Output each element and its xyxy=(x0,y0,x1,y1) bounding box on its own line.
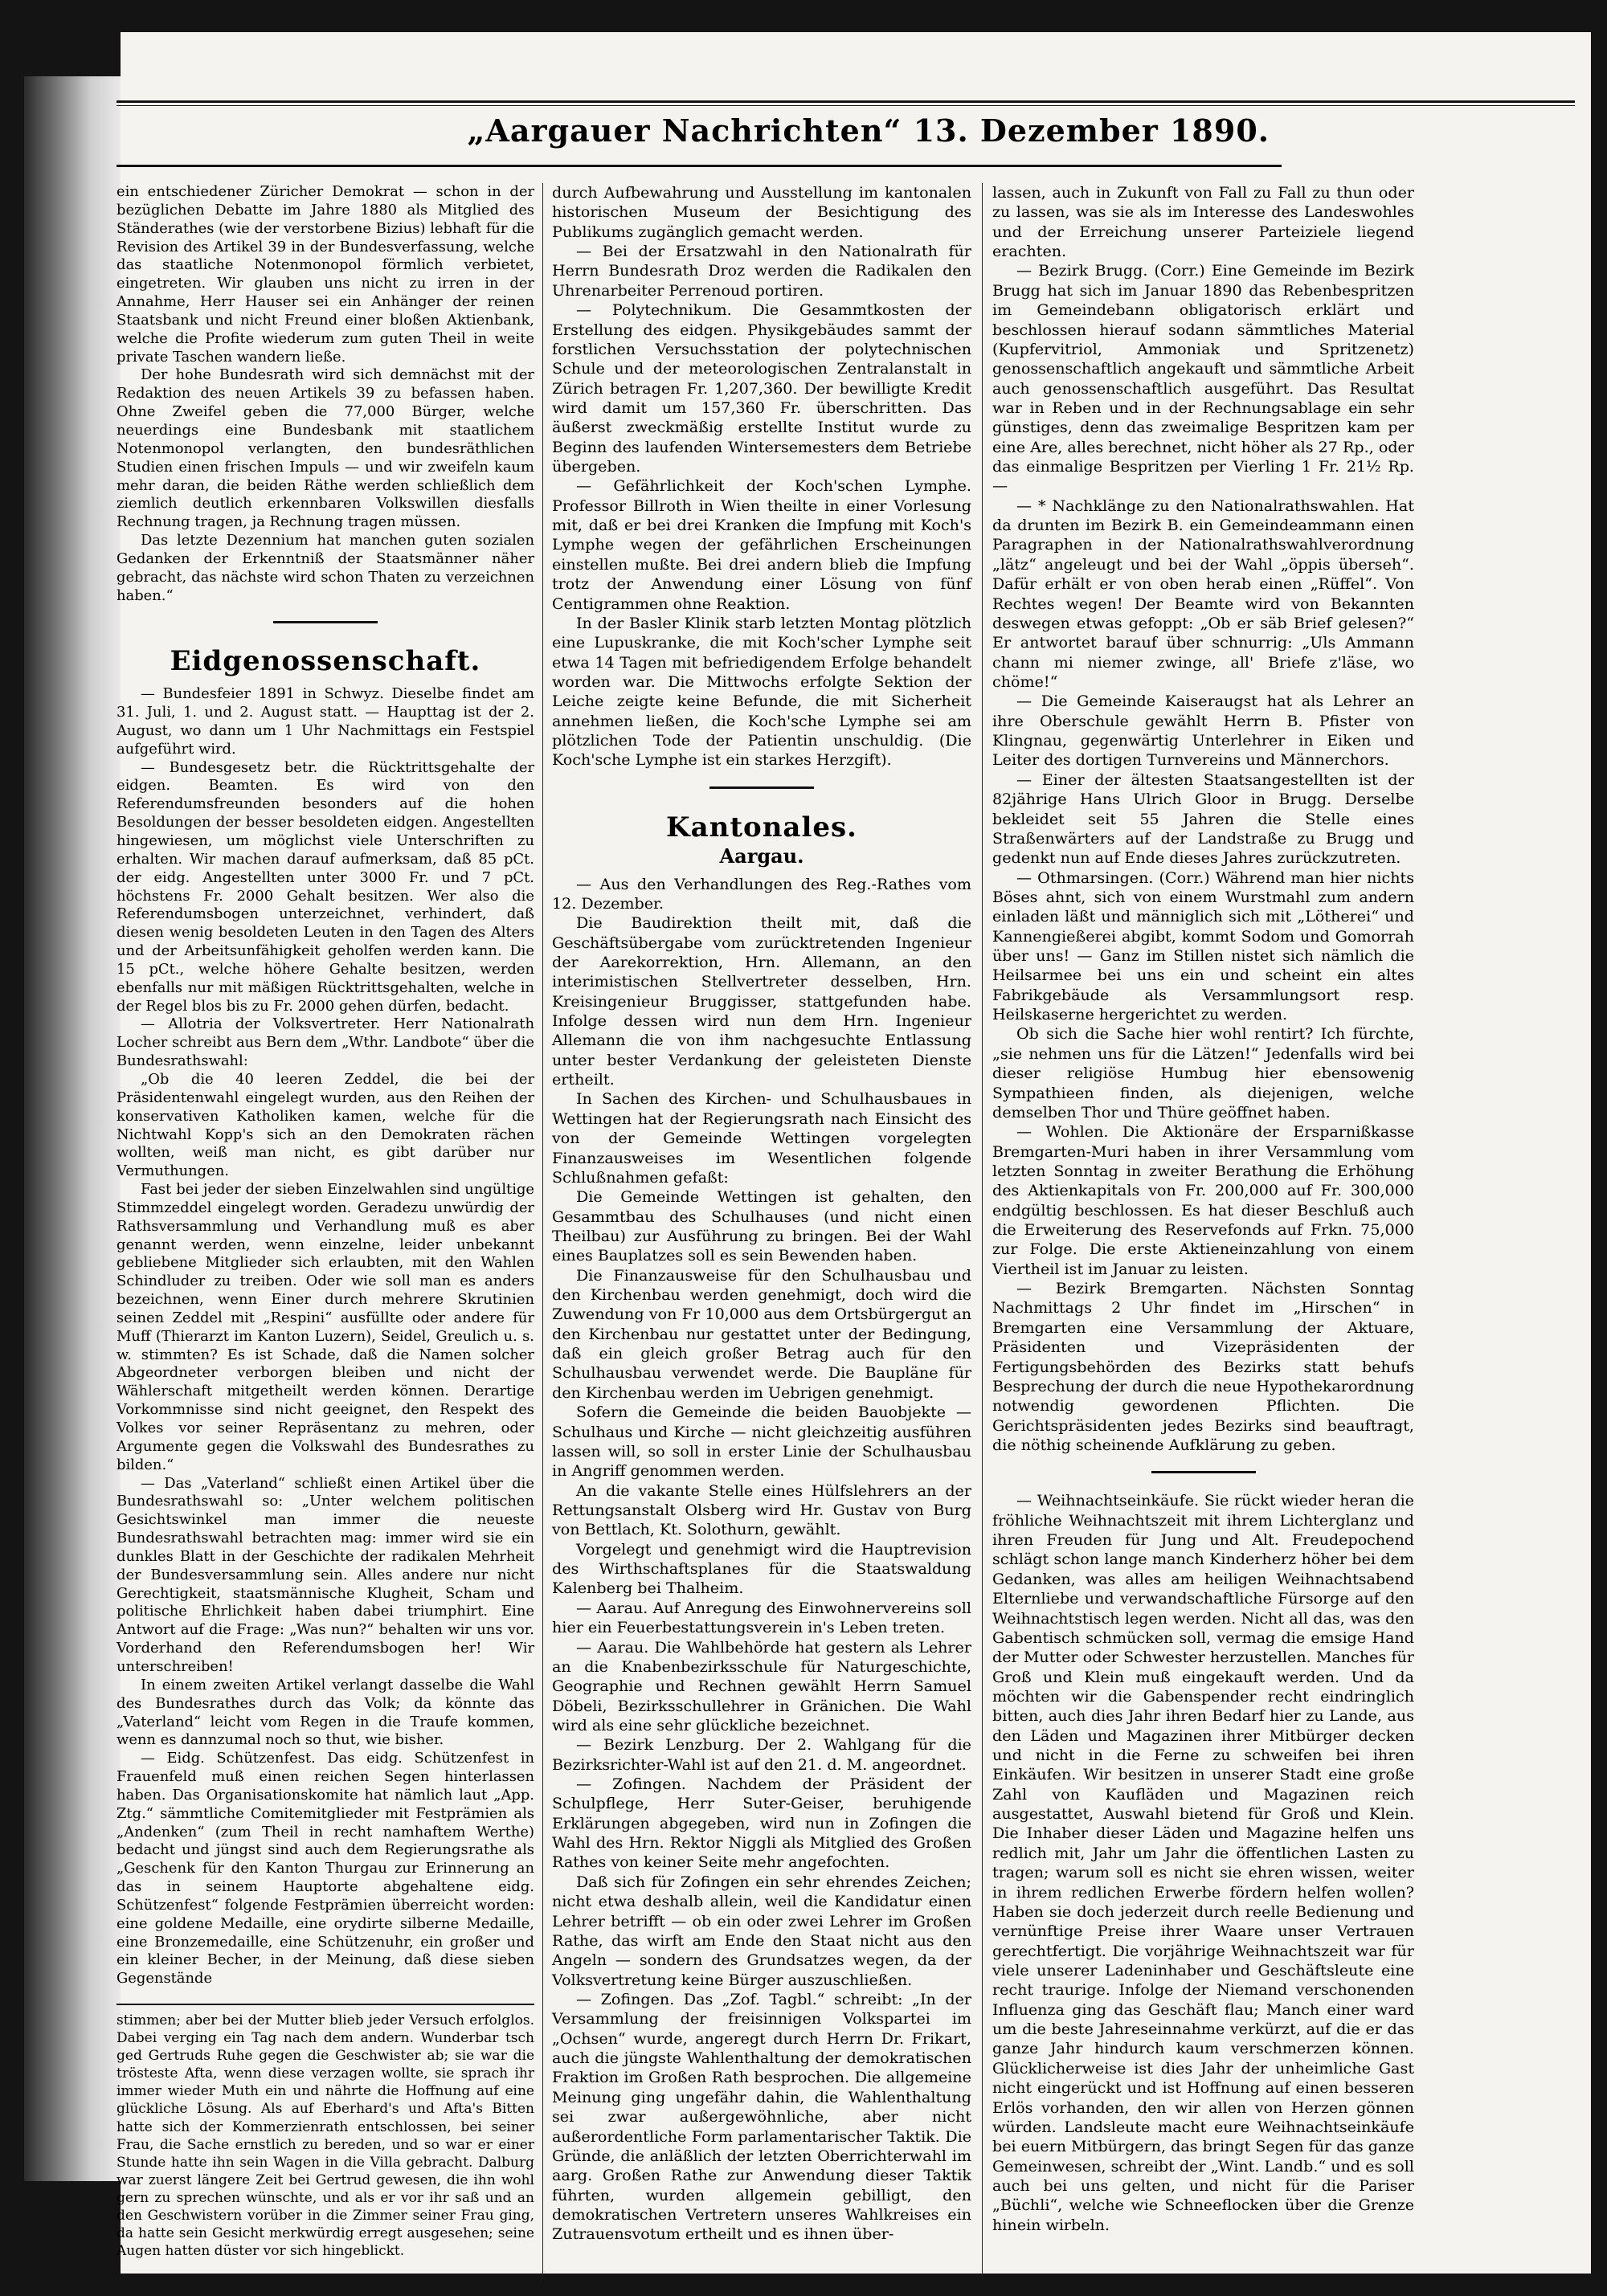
paragraph: — Polytechnikum. Die Gesammtkosten der Erstellung des eidgen. Physikgebäudes sammt der forstlichen Versuchsstation der polytechnischen Schule und der meteorologischen Zentralanstalt in Zürich betragen Fr. 1,207,360. Der bewilligte Kredit wird damit um 157,360 Fr. überschritten. Das äußerst zweckmäßig erstellte Institut wurde zu Beginn des laufenden Wintersemesters dem Betriebe übergeben. xyxy=(552,300,971,476)
paragraph: — Aus den Verhandlungen des Reg.-Rathes vom 12. Dezember. xyxy=(552,874,971,913)
column-divider-1 xyxy=(542,183,543,2280)
section-separator xyxy=(709,786,814,789)
paragraph: — Eidg. Schützenfest. Das eidg. Schützenfest in Frauenfeld muß einen reichen Segen hinterlassen haben. Das Organisationskomite hat nämlich laut „App. Ztg.“ sämmtliche Comitemitglieder mit Festprämien als „Andenken“ (zum Theil in recht namhaftem Werthe) bedacht und jüngst sind auch dem Regierungsrathe als „Geschenk für den Kanton Thurgau zur Erinnerung an das in seinem Hauptorte abgehaltene eidg. Schützenfest“ folgende Festprämien überreicht worden: eine goldene Medaille, eine orydirte silberne Medaille, eine Bronzemedaille, eine Schützenuhr, ein großer und ein kleiner Becher, in der Meinung, daß diese sieben Gegenstände xyxy=(117,1750,534,1988)
top-rule-thin xyxy=(117,105,1575,106)
paragraph: — Einer der ältesten Staatsangestellten ist der 82jährige Hans Ulrich Gloor in Brugg. Derselbe bekleidet seit 55 Jahren die Stelle eines Straßenwärters auf der Landstraße zu Brugg und gedenkt nun auf Ende dieses Jahres zurückzutreten. xyxy=(992,770,1414,868)
page-header: „Aargauer Nachrichten“ 13. Dezember 1890. xyxy=(467,112,1270,149)
paragraph: Die Gemeinde Wettingen ist gehalten, den Gesammtbau des Schulhauses (und nicht einen Theilbau) zur Ausführung zu bringen. Bei der Wahl eines Bauplatzes soll es sein Bewenden haben. xyxy=(552,1187,971,1265)
paragraph: durch Aufbewahrung und Ausstellung im kantonalen historischen Museum der Besichtigung des Publikums zugänglich gemacht werden. xyxy=(552,183,971,241)
column-divider-2 xyxy=(982,183,983,2280)
paragraph: — Zofingen. Nachdem der Präsident der Schulpflege, Herr Suter-Geiser, beruhigende Erklärungen abgegeben, wird nun in Zofingen die Wahl des Hrn. Rektor Niggli als Mitglied des Großen Rathes von keiner Seite mehr angefochten. xyxy=(552,1775,971,1872)
section-heading: Eidgenossenschaft. xyxy=(170,645,481,678)
paragraph: — Gefährlichkeit der Koch'schen Lymphe. Professor Billroth in Wien theilte in einer Vorlesung mit, daß er bei drei Kranken die Impfung mit Koch's Lymphe wegen der gefährlichen Erscheinungen einstellen mußte. Bei drei andern blieb die Impfung trotz der Anwendung einer Lösung von fünf Centigrammen ohne Reaktion. xyxy=(552,476,971,613)
paragraph: — Bezirk Lenzburg. Der 2. Wahlgang für die Bezirksrichter-Wahl ist auf den 21. d. M. angeordnet. xyxy=(552,1735,971,1774)
section-separator xyxy=(1151,1471,1256,1473)
column-3 xyxy=(992,183,1414,2235)
column-2 xyxy=(552,183,971,2245)
top-rule xyxy=(117,100,1575,103)
paragraph: Vorgelegt und genehmigt wird die Hauptrevision des Wirthschaftsplanes für die Staatswaldung Kalenberg bei Thalheim. xyxy=(552,1539,971,1598)
paragraph: In der Basler Klinik starb letzten Montag plötzlich eine Lupuskranke, die mit Koch'scher Lymphe seit etwa 14 Tagen mit befriedigendem Erfolge behandelt worden war. Die Mittwochs erfolgte Sektion der Leiche zeigte keine Befunde, die mit Sicherheit annehmen ließen, die Koch'sche Lymphe sei am plötzlichen Tode der Patientin unschuldig. (Die Koch'sche Lymphe ist ein starkes Herzgift). xyxy=(552,613,971,770)
paragraph: Daß sich für Zofingen ein sehr ehrendes Zeichen; nicht etwa deshalb allein, weil die Kandidatur einen Lehrer betrifft — ob ein oder zwei Lehrer im Großen Rathe, das wirft am Ende den Staat nicht aus den Angeln — sondern des Grundsatzes wegen, da der Volksvertretung keine Bürger auszuschließen. xyxy=(552,1872,971,1989)
paragraph: — Aarau. Auf Anregung des Einwohnervereins soll hier ein Feuerbestattungsverein in's Leben treten. xyxy=(552,1598,971,1637)
section-subheading: Aargau. xyxy=(719,844,804,868)
paragraph: Der hohe Bundesrath wird sich demnächst mit der Redaktion des neuen Artikels 39 zu befassen haben. Ohne Zweifel geben die 77,000 Bürger, welche neuerdings eine Bundesbank mit staatlichem Notenmonopol verlangten, den bundesräthlichen Studien einen frischen Impuls — und wir zweifeln kaum mehr daran, die beiden Räthe werden schließlich dem ziemlich deutlich erkennbaren Volkswillen diesfalls Rechnung tragen, ja Rechnung tragen müssen. xyxy=(117,366,534,531)
paragraph: In Sachen des Kirchen- und Schulhausbaues in Wettingen hat der Regierungsrath nach Einsicht des von der Gemeinde Wettingen vorgelegten Finanzausweises im Wesentlichen folgende Schlußnahmen gefaßt: xyxy=(552,1089,971,1187)
paragraph: lassen, auch in Zukunft von Fall zu Fall zu thun oder zu lassen, was sie als im Interesse des Landeswohles und der Erreichung unserer Parteiziele liegend erachten. xyxy=(992,183,1414,261)
paragraph: — Othmarsingen. (Corr.) Während man hier nichts Böses ahnt, sich von einem Wurstmahl zum andern einladen läßt und männiglich sich mit „Lötherei“ und Kannengießerei abgibt, kommt Sodom und Gomorrah über uns! — Ganz im Stillen nistet sich nämlich die Heilsarmee bei uns ein und scheint ein altes Fabrikgebäude als Versammlungsort resp. Heilskaserne hergerichtet zu werden. xyxy=(992,868,1414,1024)
paragraph: — Aarau. Die Wahlbehörde hat gestern als Lehrer an die Knabenbezirksschule für Naturgeschichte, Geographie und Rechnen gewählt Herrn Samuel Döbeli, Bezirksschullehrer in Gränichen. Die Wahl wird als eine sehr glückliche bezeichnet. xyxy=(552,1637,971,1734)
paragraph: An die vakante Stelle eines Hülfslehrers an der Rettungsanstalt Olsberg wird Hr. Gustav von Burg von Bettlach, Kt. Solothurn, gewählt. xyxy=(552,1481,971,1539)
paragraph: — Die Gemeinde Kaiseraugst hat als Lehrer an ihre Oberschule gewählt Herrn B. Pfister von Klingnau, gegenwärtig Unterlehrer in Eiken und Leiter des dortigen Turnvereins und Männerchors. xyxy=(992,692,1414,770)
paragraph: — Allotria der Volksvertreter. Herr Nationalrath Locher schreibt aus Bern dem „Wthr. Landbote“ über die Bundesrathswahl: xyxy=(117,1015,534,1070)
paragraph: ein entschiedener Züricher Demokrat — schon in der bezüglichen Debatte im Jahre 1880 als Mitglied des Ständerathes (wie der verstorbene Bizius) lebhaft für die Revision des Artikel 39 in der Bundesverfassung, welche das staatliche Notenmonopol förmlich verbietet, eingetreten. Wir glauben uns nicht zu irren in der Annahme, Herr Hauser sei ein Anhänger der reinen Staatsbank und nicht Freund einer bloßen Aktienbank, welche die Profite wiederum zum guten Theil in weite private Taschen wandern ließe. xyxy=(117,183,534,366)
header-rule xyxy=(117,165,1282,167)
paragraph: — Bezirk Bremgarten. Nächsten Sonntag Nachmittags 2 Uhr findet im „Hirschen“ in Bremgarten eine Versammlung der Aktuare, Präsidenten und Vizepräsidenten der Fertigungsbehörden des Bezirks statt behufs Besprechung der durch die neue Hypothekarordnung notwendig gewordenen Pflichten. Die Gerichtspräsidenten jedes Bezirks sind beauftragt, die nöthig scheinende Aufklärung zu geben. xyxy=(992,1279,1414,1454)
paragraph: — Bundesfeier 1891 in Schwyz. Dieselbe findet am 31. Juli, 1. und 2. August statt. — Haupttag ist der 2. August, wo dann um 1 Uhr Nachmittags ein Festspiel aufgeführt wird. xyxy=(117,685,534,758)
paragraph: — Das „Vaterland“ schließt einen Artikel über die Bundesrathswahl so: „Unter welchem politischen Gesichtswinkel man immer die neueste Bundesrathswahl betrachten mag: immer wird sie ein dunkles Blatt in der Geschichte der radikalen Mehrheit der Bundesversammlung sein. Alles andere nur nicht Gerechtigkeit, staatsmännische Klugheit, Scham und politische Ehrlichkeit haben dabei triumphirt. Eine Antwort auf die Frage: „Was nun?“ behalten wir uns vor. Vorderhand den Referendumsbogen her! Wir unterschreiben! xyxy=(117,1474,534,1675)
section-heading: Kantonales. xyxy=(666,811,857,844)
paragraph: Das letzte Dezennium hat manchen guten sozialen Gedanken der Erkenntniß der Staatsmänner näher gebracht, das nächste wird schon Thaten zu verzeichnen haben.“ xyxy=(117,532,534,604)
feuilleton-footnote: stimmen; aber bei der Mutter blieb jeder Versuch erfolglos. Dabei verging ein Tag nach dem andern. Wunderbar tsch ged Gertruds Ruhe gegen die Geschwister ab; sie war die trösteste Afta, wenn diese verzagen wollte, sie sprach ihr immer wieder Muth ein und nährte die Hoffnung auf eine glückliche Lösung. Als auf Eberhard's und Afta's Bitten hatte sich der Kommerzienrath entschlossen, bei seiner Frau, die Sache ernstlich zu bereden, und so war er einer Stunde hatte ihn sein Wagen in die Villa gebracht. Dalburg war zuerst längere Zeit bei Gertrud gewesen, die ihn wohl gern zu sprechen wünschte, und als er vor ihr saß und an den Geschwistern vorüber in die Zimmer seiner Frau ging, da hatte sein Gesicht merkwürdig erregt ausgesehen; seine Augen hatten düster vor sich hingeblickt. xyxy=(117,2004,534,2260)
paragraph: — Weihnachtseinkäufe. Sie rückt wieder heran die fröhliche Weihnachtszeit mit ihrem Lichterglanz und ihren Freuden für Jung und Alt. Freudepochend schlägt schon lange manch Kinderherz höher bei dem Gedanken, was alles am heiligen Weihnachtsabend Elternliebe und verwandschaftliche Fürsorge auf den Weihnachtstisch legen werden. Nicht all das, was den Gabentisch schmücken soll, vermag die emsige Hand der Mutter oder Schwester herzustellen. Manches für Groß und Klein muß eingekauft werden. Und da möchten wir die Gabenspender recht eindringlich bitten, auch dies Jahr ihren Bedarf hier zu Lande, aus den Läden und Magazinen ihrer Mitbürger decken und nicht in die Ferne zu schweifen bei ihren Einkäufen. Wir besitzen in unserer Stadt eine große Zahl von Kaufläden und Magazinen reich ausgestattet, Auswahl bietend für Groß und Klein. Die Inhaber dieser Läden und Magazine helfen uns redlich mit, Jahr um Jahr die öffentlichen Lasten zu tragen; warum soll es nicht sie ehren wissen, weiter in ihrem redlichen Erwerbe fördern helfen wollen? Haben sie doch jederzeit durch reelle Bedienung und vernünftige Preise ihrer Waare unser Vertrauen gerechtfertigt. Die vorjährige Weihnachtszeit war für viele unserer Ladeninhaber und Geschäftsleute eine recht traurige. Infolge der Niemand verschonenden Influenza ging das Geschäft flau; Manch einer ward um die beste Jahreseinnahme verkürzt, auf die er das ganze Jahr hindurch kaum verschmerzen können. Glücklicherweise ist dies Jahr der unheimliche Gast nicht eingerückt und ist Hoffnung auf einen besseren Erlös vorhanden, den wir allen von Herzen gönnen würden. Landsleute macht eure Weihnachtseinkäufe bei euern Mitbürgern, das bringt Segen für das ganze Gemeinwesen, schreibt der „Wint. Landb.“ und es soll auch bei uns gelten, und nicht für die Pariser „Büchli“, welche wie Schneeflocken über die Grenze hinein wirbeln. xyxy=(992,1491,1414,2234)
paragraph: In einem zweiten Artikel verlangt dasselbe die Wahl des Bundesrathes durch das Volk; da könnte das „Vaterland“ leicht vom Regen in die Traufe kommen, wenn es dannzumal noch so thut, wie bisher. xyxy=(117,1676,534,1749)
paragraph: — Bezirk Brugg. (Corr.) Eine Gemeinde im Bezirk Brugg hat sich im Januar 1890 das Rebenbespritzen im Gemeindebann obligatorisch erklärt und beschlossen hierauf sodann sämmtliches Material (Kupfervitriol, Ammoniak und Spritzenetz) genossenschaftlich angekauft und sämmtliche Arbeit auch genossenschaftlich ausgeführt. Das Resultat war in Reben und in der Rechnungsablage ein sehr günstiges, denn das zweimalige Bespritzen kam per eine Are, alles berechnet, nicht höher als 27 Rp., oder das einmalige Bespritzen per Vierling 1 Fr. 21½ Rp. — xyxy=(992,261,1414,496)
paragraph: — Bei der Ersatzwahl in den Nationalrath für Herrn Bundesrath Droz werden die Radikalen den Uhrenarbeiter Perrenoud portiren. xyxy=(552,242,971,300)
paragraph: — Wohlen. Die Aktionäre der Ersparnißkasse Bremgarten-Muri haben in ihrer Versammlung vom letzten Sonntag in zweiter Berathung die Erhöhung des Aktienkapitals von Fr. 200,000 auf Fr. 300,000 endgültig beschlossen. Es hat dieser Beschluß auch die Erweiterung des Reservefonds auf Frkn. 75,000 zur Folge. Die erste Aktieneinzahlung von einem Viertheil ist im Januar zu leisten. xyxy=(992,1122,1414,1278)
paragraph: — * Nachklänge zu den Nationalrathswahlen. Hat da drunten im Bezirk B. ein Gemeindeammann einen Paragraphen in der Nationalrathswahlverordnung „lätz“ angeleugt und bei der Wahl „öppis überseh“. Dafür erhält er von oben herab einen „Rüffel“. Von Rechtes wegen! Der Beamte wird von Bekannten deswegen etwas gefoppt: „Ob er säb Brief gelesen?“ Er antwortet barauf über schnurrig: „Uls Ammann chann mi niemer zwinge, all' Briefe z'läse, wo chöme!“ xyxy=(992,496,1414,691)
paragraph: — Zofingen. Das „Zof. Tagbl.“ schreibt: „In der Versammlung der freisinnigen Volkspartei im „Ochsen“ wurde, angeregt durch Herrn Dr. Frikart, auch die jüngste Wahlenthaltung der demokratischen Fraktion im Großen Rath besprochen. Die allgemeine Meinung ging ungefähr dahin, die Wahlenthaltung sei zwar außergewöhnliche, aber nicht außerordentliche Form parlamentarischer Taktik. Die Gründe, die anläßlich der letzten Oberrichterwahl im aarg. Großen Rathe zur Anwendung dieser Taktik führten, wurden allgemein gebilligt, den demokratischen Vertretern unseres Wahlkreises ein Zutrauensvotum ertheilt und es ihnen über- xyxy=(552,1989,971,2244)
paragraph: Ob sich die Sache hier wohl rentirt? Ich fürchte, „sie nehmen uns für die Lätzen!“ Jedenfalls wird bei dieser religiöse Humbug hier ebensowenig Sympathieen finden, als diejenigen, welche demselben Thor und Thüre geöffnet haben. xyxy=(992,1024,1414,1121)
paragraph: — Bundesgesetz betr. die Rücktrittsgehalte der eidgen. Beamten. Es wird von den Referendumsfreunden besonders auf die hohen Besoldungen der besser besoldeten eidgen. Angestellten hingewiesen, um möglichst viele Unterschriften zu erhalten. Wir machen darauf aufmerksam, daß 85 pCt. der eidg. Angestellten unter 3000 Fr. und 7 pCt. höchstens Fr. 2000 Gehalt besitzen. Wer also die Referendumsbogen unterzeichnet, verhindert, daß diesen wenig besoldeten Leuten in den Tagen des Alters und der Arbeitsunfähigkeit geholfen werden kann. Die 15 pCt., welche höhere Gehalte besitzen, werden ebenfalls nur mit mäßigen Rücktrittsgehalten, welche in der Regel blos bis zu Fr. 2000 gehen dürfen, bedacht. xyxy=(117,758,534,1015)
paragraph: „Ob die 40 leeren Zeddel, die bei der Präsidentenwahl eingelegt wurden, aus den Reihen der konservativen Katholiken kamen, welche für die Nichtwahl Kopp's sich an den Demokraten rächen wollten, weiß man nicht, es gibt darüber nur Vermuthungen. xyxy=(117,1070,534,1180)
column-1 xyxy=(117,183,534,1988)
book-spine xyxy=(24,76,121,2181)
paragraph: Sofern die Gemeinde die beiden Bauobjekte — Schulhaus und Kirche — nicht gleichzeitig ausführen lassen will, so soll in erster Linie der Schulhausbau in Angriff genommen werden. xyxy=(552,1403,971,1481)
paragraph: Die Baudirektion theilt mit, daß die Geschäftsübergabe vom zurücktretenden Ingenieur der Aarekorrektion, Hrn. Allemann, an den interimistischen Stellvertreter desselben, Hrn. Kreisingenieur Bruggisser, stattgefunden habe. Infolge dessen wird nun dem Hrn. Ingenieur Allemann die von ihm nachgesuchte Entlassung unter bester Verdankung der geleisteten Dienste ertheilt. xyxy=(552,913,971,1089)
paragraph: Fast bei jeder der sieben Einzelwahlen sind ungültige Stimmzeddel eingelegt worden. Geradezu unwürdig der Rathsversammlung und Verhandlung muß es aber genannt werden, wenn einzelne, leider unbekannt gebliebene Mitglieder sich erlaubten, mit den Wahlen Schindluder zu treiben. Oder wie soll man es anders bezeichnen, wenn Einer durch mehrere Skrutinien seinen Zeddel mit „Respini“ ausfüllte oder andere für Muff (Thierarzt im Kanton Luzern), Seidel, Greulich u. s. w. stimmten? Es ist Schade, daß die Namen solcher Abgeordneter verborgen bleiben und nicht der Wählerschaft mitgetheilt werden können. Derartige Vorkommnisse sind nicht geeignet, den Respekt des Volkes vor seiner Repräsentanz zu mehren, oder Argumente gegen die Volkswahl des Bundesrathes zu bilden.“ xyxy=(117,1181,534,1473)
section-separator xyxy=(273,621,378,623)
paragraph: Die Finanzausweise für den Schulhausbau und den Kirchenbau werden genehmigt, doch wird die Zuwendung von Fr 10,000 aus dem Ortsbürgergut an den Kirchenbau nur gestattet unter der Bedingung, daß ein gleich großer Betrag auch für den Schulhausbau verwendet werde. Die Baupläne für den Kirchenbau werden im Uebrigen genehmigt. xyxy=(552,1265,971,1402)
